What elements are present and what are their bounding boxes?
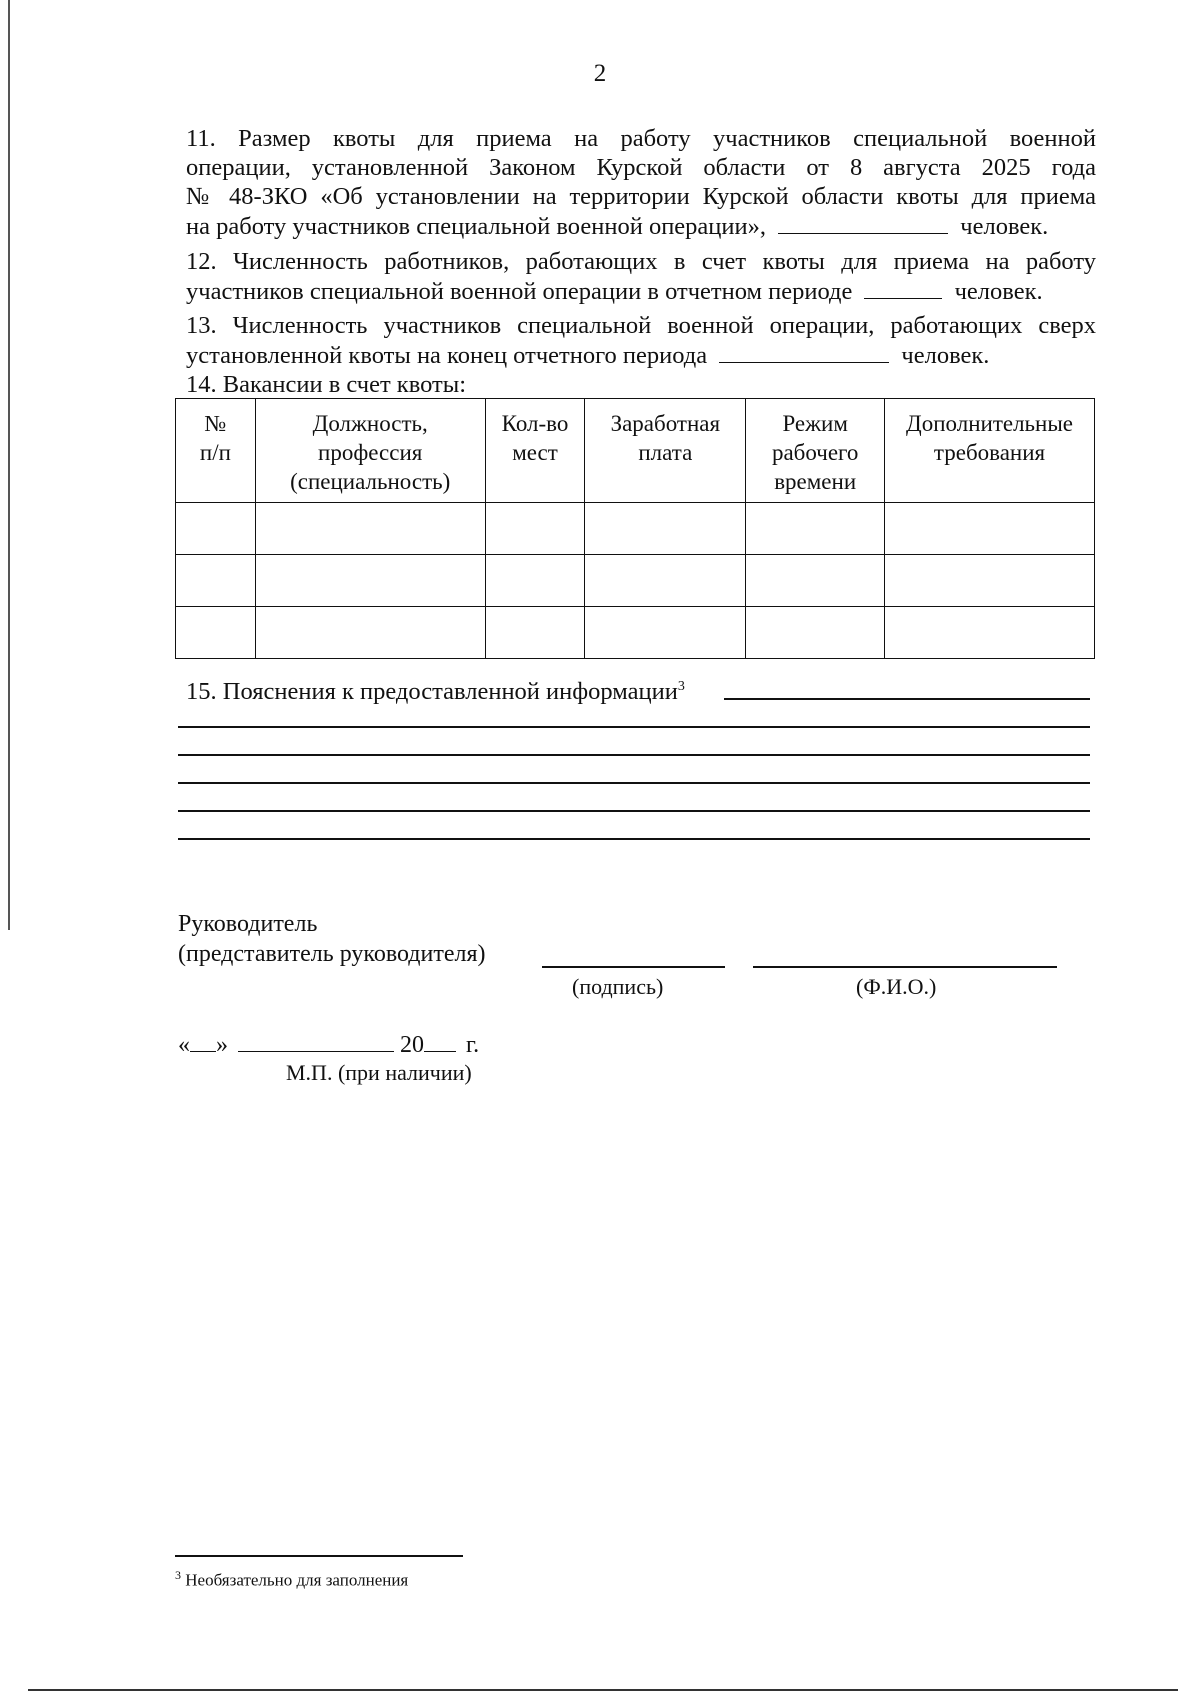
stamp-label: М.П. (при наличии)	[286, 1060, 472, 1085]
full-name-field[interactable]	[753, 966, 1057, 968]
footnote-mark: 3	[175, 1568, 181, 1582]
table-cell[interactable]	[176, 607, 256, 659]
full-name-caption: (Ф.И.О.)	[856, 974, 937, 999]
month-field[interactable]	[238, 1029, 394, 1052]
item-11-line-2: операции, установленной Законом Курской области от 8 августа 2025 года	[186, 154, 1096, 181]
table-cell[interactable]	[885, 607, 1095, 659]
item-13-line-1: 13. Численность участников специальной военной операции, работающих сверх	[186, 312, 1096, 339]
year-prefix: 20	[400, 1032, 424, 1058]
item-11-line-1: 11. Размер квоты для приема на работу участников специальной военной	[186, 125, 1096, 152]
item-14-title: 14. Вакансии в счет квоты:	[186, 371, 467, 398]
item-12-line-2	[186, 276, 1096, 306]
table-cell[interactable]	[585, 503, 746, 555]
item-12	[186, 247, 1096, 306]
item-15-title: 15. Пояснения к предоставленной информации	[186, 678, 678, 706]
item-12-line-2-text: участников специальной военной операции в отчетном периоде	[186, 278, 853, 305]
head-label: Руководитель	[178, 911, 318, 937]
table-cell[interactable]	[176, 555, 256, 607]
date-line	[178, 1029, 479, 1060]
scan-bottom-edge	[28, 1689, 1178, 1691]
footnote-separator	[175, 1555, 463, 1557]
table-cell[interactable]	[885, 555, 1095, 607]
item-12-unit: человек.	[954, 278, 1043, 305]
table-cell[interactable]	[585, 607, 746, 659]
head-representative-label: (представитель руководителя)	[178, 941, 486, 967]
year-field[interactable]	[424, 1029, 456, 1052]
signature-field[interactable]	[542, 966, 725, 968]
date-open-quote: «	[178, 1032, 190, 1058]
header-salary: Заработная плата	[585, 399, 746, 503]
header-number: № п/п	[176, 399, 256, 503]
table-cell[interactable]	[485, 555, 585, 607]
table-cell[interactable]	[255, 503, 485, 555]
footnote-text: Необязательно для заполнения	[185, 1570, 409, 1590]
table-cell[interactable]	[746, 607, 885, 659]
over-quota-field[interactable]	[719, 340, 889, 363]
table-cell[interactable]	[746, 503, 885, 555]
explanation-line-5[interactable]	[178, 810, 1090, 812]
vacancies-table	[175, 398, 1095, 659]
year-suffix: г.	[466, 1032, 480, 1058]
table-cell[interactable]	[746, 555, 885, 607]
table-cell[interactable]	[485, 503, 585, 555]
day-field[interactable]	[190, 1029, 216, 1052]
table-row	[176, 555, 1095, 607]
table-cell[interactable]	[885, 503, 1095, 555]
table-header-row	[176, 399, 1095, 503]
footnote	[175, 1568, 408, 1591]
item-11-line-3: № 48-ЗКО «Об установлении на территории Курской области квоты для приема	[186, 183, 1096, 210]
table-cell[interactable]	[176, 503, 256, 555]
item-13-line-2	[186, 340, 1096, 370]
table-cell[interactable]	[255, 607, 485, 659]
item-12-line-1: 12. Численность работников, работающих в счет квоты для приема на работу	[186, 248, 1096, 275]
item-13-unit: человек.	[901, 342, 990, 369]
table-cell[interactable]	[255, 555, 485, 607]
explanation-line-4[interactable]	[178, 782, 1090, 784]
item-11	[186, 124, 1096, 241]
item-11-unit: человек.	[960, 213, 1049, 240]
header-requirements: Дополнительные требования	[885, 399, 1095, 503]
item-11-line-4-text: на работу участников специальной военной операции»,	[186, 213, 767, 240]
header-count: Кол-во мест	[485, 399, 585, 503]
signature-caption: (подпись)	[572, 974, 664, 999]
page-number: 2	[593, 60, 607, 87]
quota-size-field[interactable]	[778, 211, 948, 234]
scan-left-edge	[8, 0, 10, 930]
item-13-line-2-text: установленной квоты на конец отчетного периода	[186, 342, 708, 369]
explanation-line-6[interactable]	[178, 838, 1090, 840]
header-work-schedule: Режим рабочего времени	[746, 399, 885, 503]
table-cell[interactable]	[485, 607, 585, 659]
table-row	[176, 503, 1095, 555]
table-cell[interactable]	[585, 555, 746, 607]
item-11-line-4	[186, 211, 1096, 241]
date-close-quote: »	[216, 1032, 228, 1058]
explanation-line-3[interactable]	[178, 754, 1090, 756]
item-15	[186, 672, 1096, 706]
item-13	[186, 311, 1096, 370]
table-row	[176, 607, 1095, 659]
explanation-line-1[interactable]	[724, 698, 1090, 700]
employees-in-quota-field[interactable]	[864, 276, 942, 299]
header-position: Должность, профессия (специальность)	[255, 399, 485, 503]
footnote-ref: 3	[677, 679, 685, 694]
explanation-line-2[interactable]	[178, 726, 1090, 728]
